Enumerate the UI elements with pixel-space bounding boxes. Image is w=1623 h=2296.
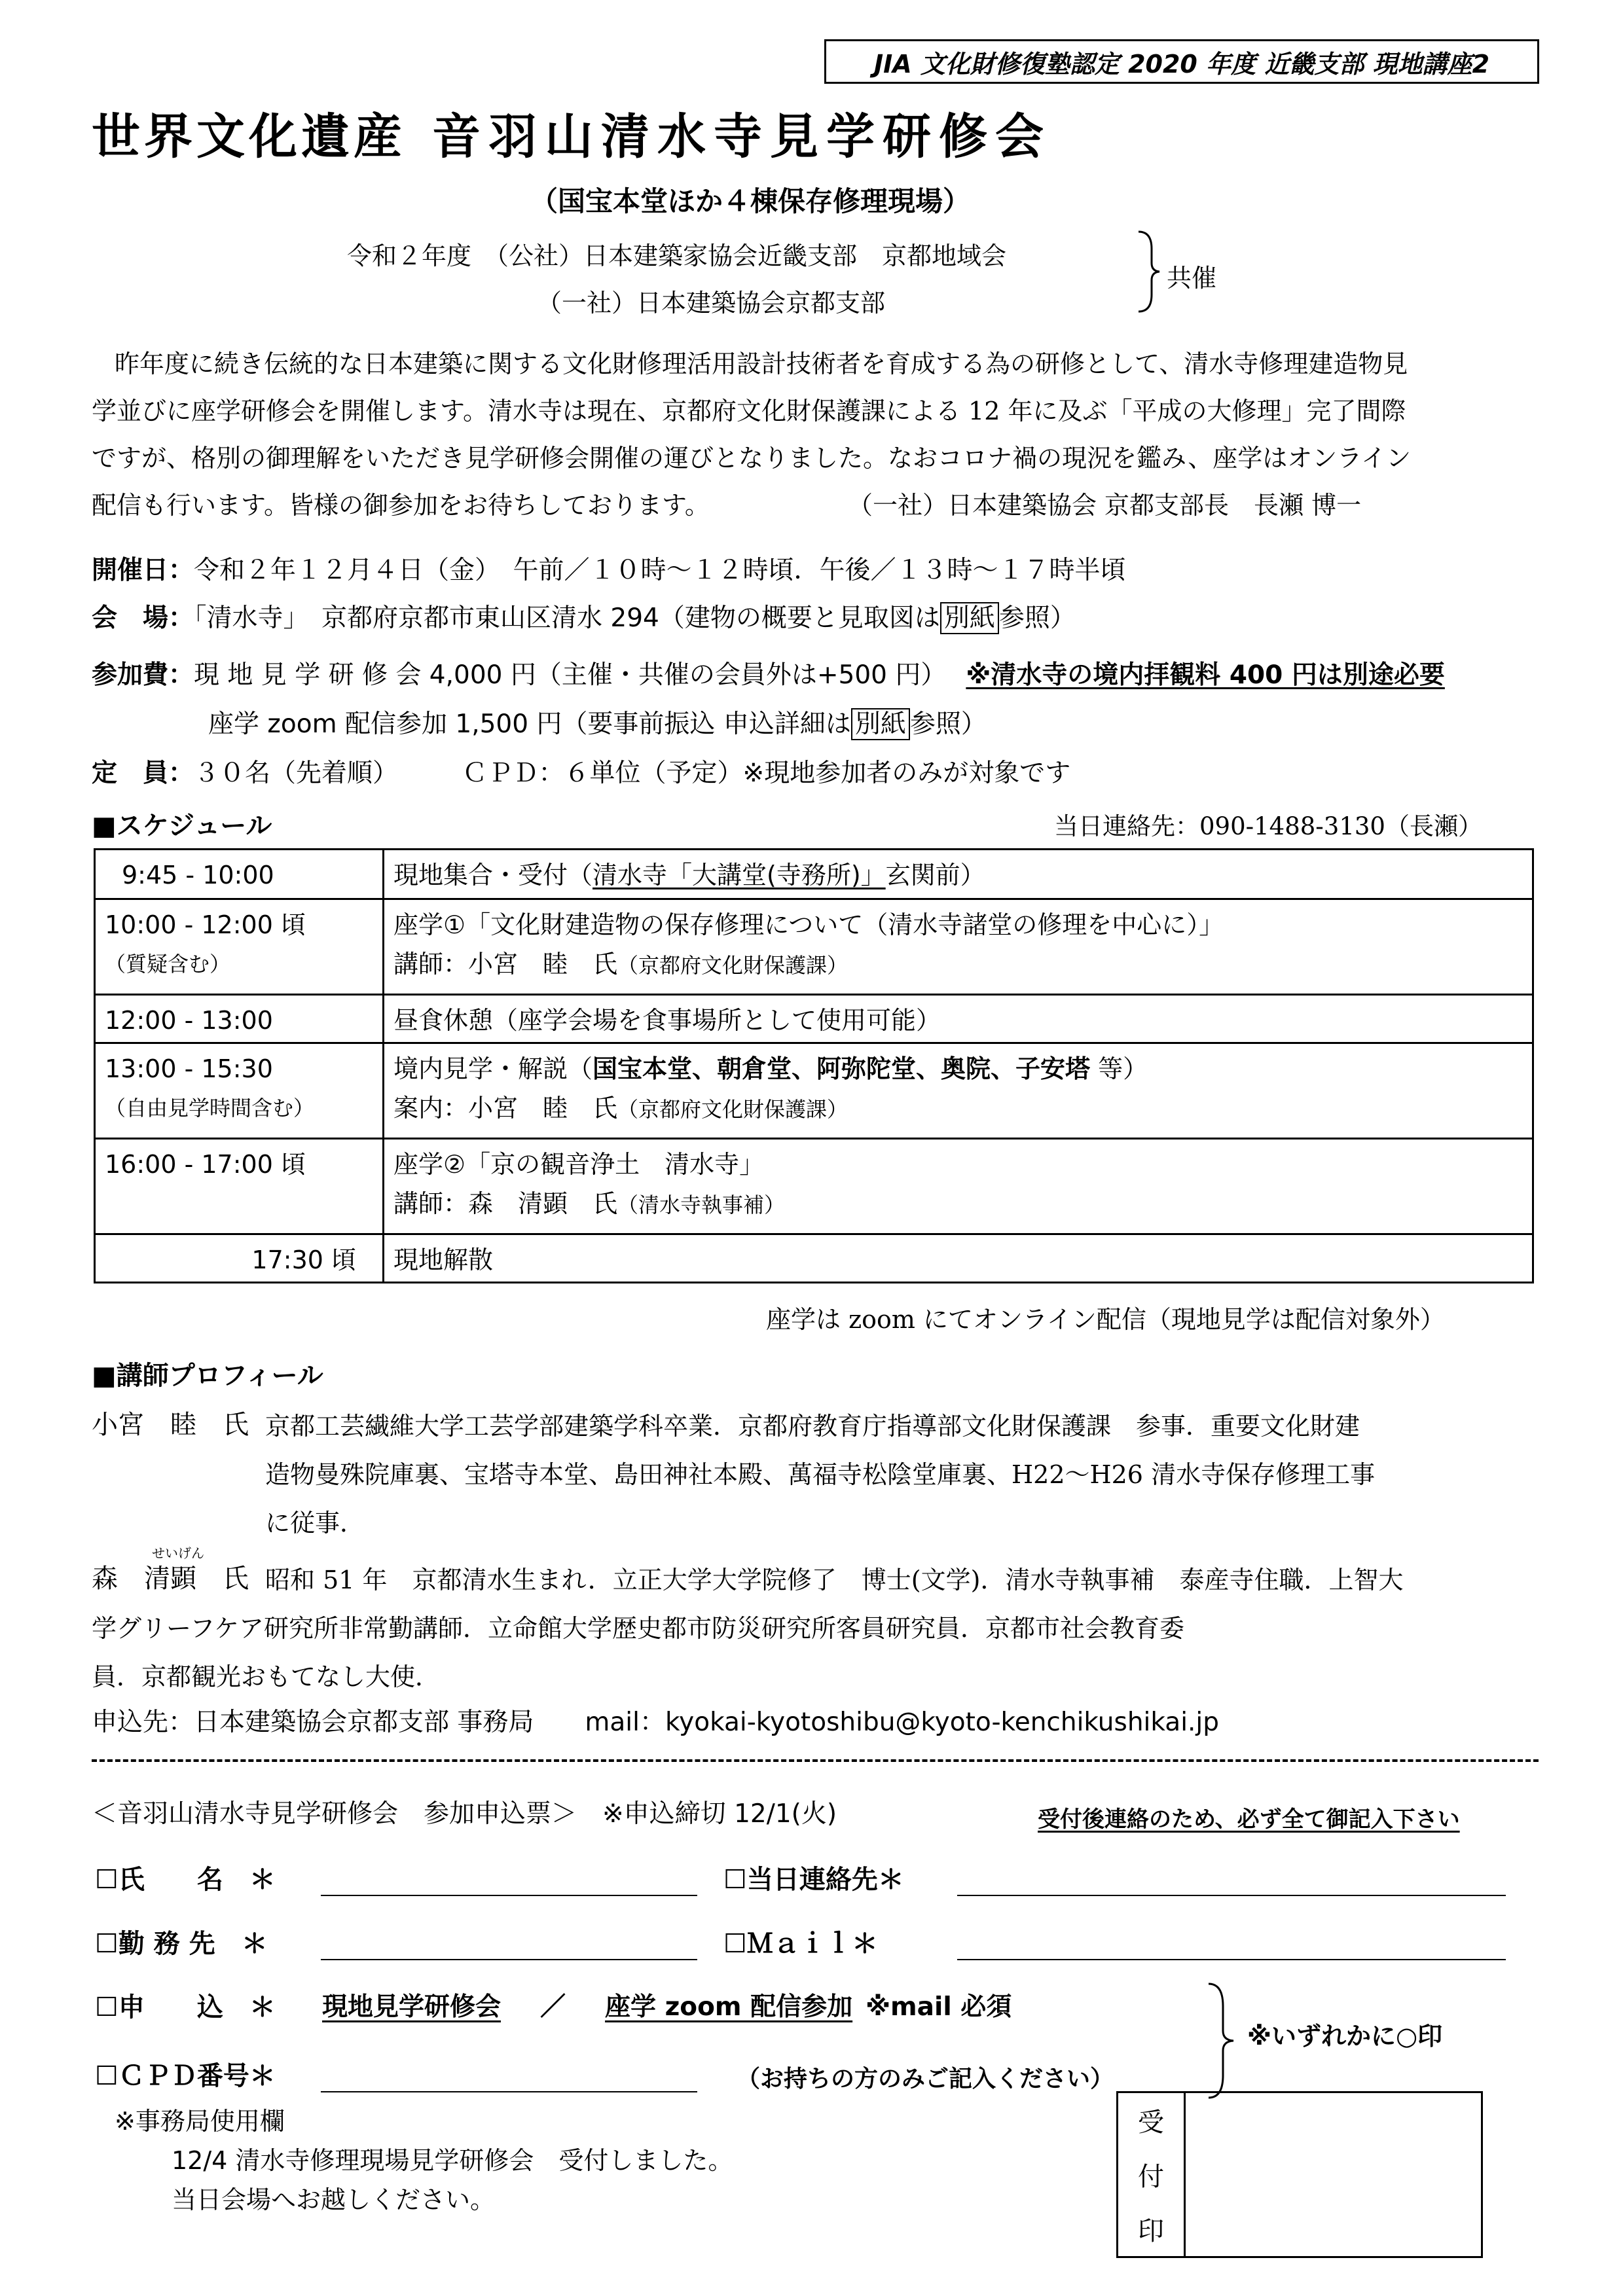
table-row — [95, 850, 1533, 899]
intro-text: 配信も行います。皆様の御参加をお待ちしております。 — [92, 491, 710, 520]
page-title — [92, 98, 1051, 168]
date-row — [92, 550, 1126, 586]
meeting-place: 清水寺「大講堂(寺務所)」 — [593, 861, 886, 889]
intro-line-1: 昨年度に続き伝統的な日本建築に関する文化財修理活用設計技術者を育成する為の研修として、清水寺修理建造物見 — [115, 350, 1408, 378]
mail-field[interactable] — [957, 1959, 1506, 1960]
desc-post: 等） — [1090, 1054, 1148, 1083]
komiya-bio-3: に従事． — [265, 1509, 365, 1537]
apply-options — [322, 1986, 1012, 2023]
desc-text — [393, 1049, 1523, 1088]
time-text: 16:00 - 17:00 頃 — [105, 1150, 306, 1179]
desc-cell — [384, 1139, 1533, 1234]
office-use-label: ※事務局使用欄 — [115, 2107, 285, 2136]
title-main: 音羽山清水寺見学研修会 — [432, 109, 1051, 165]
time-text: 13:00 - 15:30 — [105, 1054, 273, 1083]
desc-cell — [384, 899, 1533, 995]
time-text: 10:00 - 12:00 頃 — [105, 910, 306, 939]
lecturer-org: （京都府文化財保護課） — [617, 953, 848, 978]
venue-value-end: 参照） — [998, 603, 1076, 633]
brace-icon — [1136, 229, 1162, 314]
table-row — [95, 1139, 1533, 1234]
fee-row-2 — [208, 704, 987, 740]
table-row — [95, 1043, 1533, 1139]
time-cell — [95, 995, 384, 1043]
date-value: 令和２年１２月４日（金） 午前／１０時～１２時頃．午後／１３時～１７時半頃 — [194, 556, 1126, 585]
desc-pre: 現地集合・受付（ — [393, 861, 593, 889]
intro-line-4 — [92, 485, 1361, 521]
page-subtitle: （国宝本堂ほか４棟保存修理現場） — [530, 185, 971, 217]
reception-stamp-box — [1116, 2091, 1483, 2258]
time-text: 17:30 頃 — [251, 1246, 356, 1274]
time-cell — [95, 1234, 384, 1283]
day-contact: 当日連絡先：090-1488-3130（長瀬） — [1054, 812, 1482, 840]
desc-cell — [384, 995, 1533, 1043]
office-message-1: 12/4 清水寺修理現場見学研修会 受付しました。 — [172, 2146, 733, 2175]
cpd-note: （お持ちの方のみご記入ください） — [737, 2066, 1114, 2092]
name-label: ☐氏 名 ＊ — [95, 1865, 276, 1895]
guide-line — [393, 1088, 1523, 1129]
intro-line-2: 学並びに座学研修会を開催します。清水寺は現在、京都府文化財保護課による 12 年に及ぶ「平成の大修理」完了間際 — [92, 397, 1406, 425]
schedule-title: ■スケジュール — [92, 811, 272, 841]
option-zoom[interactable]: 座学 zoom 配信参加 — [605, 1992, 853, 2022]
komiya-bio-1: 京都工芸繊維大学工芸学部建築学科卒業．京都府教育庁指導部文化財保護課 参事．重要文化財建 — [265, 1412, 1360, 1441]
work-label: ☐勤 務 先 ＊ — [95, 1929, 268, 1959]
fee-attachment: 別紙 — [851, 708, 910, 740]
stamp-char-2: 付 — [1138, 2162, 1164, 2192]
venue-attachment: 別紙 — [940, 602, 999, 634]
work-field[interactable] — [321, 1959, 697, 1960]
mori-ruby: せいげん — [152, 1545, 204, 1561]
desc-text: 座学②「京の観音浄土 清水寺」 — [393, 1150, 765, 1179]
time-text: 9:45 - 10:00 — [122, 861, 274, 889]
desc-pre: 境内見学・解説（ — [393, 1054, 593, 1083]
time-cell — [95, 1139, 384, 1234]
table-row — [95, 1234, 1533, 1283]
form-note: 受付後連絡のため、必ず全て御記入下さい — [1038, 1806, 1460, 1833]
stamp-char-3: 印 — [1138, 2216, 1164, 2246]
guide-org: （京都府文化財保護課） — [617, 1097, 848, 1122]
intro-line-3: ですが、格別の御理解をいただき見学研修会開催の運びとなりました。なおコロナ禍の現況を鑑み、座学はオンライン — [92, 444, 1412, 473]
desc-cell — [384, 850, 1533, 899]
mori-bio-1: 昭和 51 年 京都清水生まれ．立正大学大学院修了 博士(文学)．清水寺執事補 泰産寺住職．上智大 — [265, 1566, 1404, 1594]
lecturer-org: （清水寺執事補） — [617, 1193, 786, 1217]
form-title: ＜音羽山清水寺見学研修会 参加申込票＞ ※申込締切 12/1(火) — [92, 1799, 837, 1829]
host-joint-label: 共催 — [1167, 264, 1217, 293]
fee-row-1 — [92, 655, 1445, 691]
time-cell — [95, 850, 384, 899]
contact-label: ☐当日連絡先＊ — [723, 1865, 904, 1895]
capacity-row — [92, 753, 1070, 789]
venue-row — [92, 598, 1076, 634]
capacity-label: 定 員： — [92, 759, 194, 788]
tour-buildings: 国宝本堂、朝倉堂、阿弥陀堂、奥院、子安塔 — [593, 1054, 1091, 1083]
venue-label: 会 場： — [92, 603, 194, 633]
time-cell — [95, 1043, 384, 1139]
lecturer-name: 講師：小宮 睦 氏 — [393, 950, 618, 978]
apply-label: ☐申 込 ＊ — [95, 1992, 276, 2022]
fee-label: 参加費： — [92, 660, 194, 690]
date-label: 開催日： — [92, 556, 194, 585]
time-cell — [95, 899, 384, 995]
host-line-1: 令和２年度 （公社）日本建築家協会近畿支部 京都地域会 — [347, 242, 1007, 270]
name-field[interactable] — [321, 1895, 697, 1896]
guide-name: 案内：小宮 睦 氏 — [393, 1094, 618, 1122]
certification-badge: JIA 文化財修復塾認定 2020 年度 近畿支部 現地講座2 — [824, 39, 1539, 84]
apply-to: 申込先：日本建築協会京都支部 事務局 mail：kyokai-kyotoshibu@kyoto-kenchikushikai.jp — [92, 1708, 1220, 1737]
fee-value-2-end: 参照） — [909, 709, 987, 739]
mori-bio-2: 学グリーフケア研究所非常勤講師．立命館大学歴史都市防災研究所客員研究員．京都市社会教育委 — [92, 1614, 1184, 1643]
fee-note: ※清水寺の境内拝観料 400 円は別途必要 — [966, 660, 1445, 690]
option-onsite[interactable]: 現地見学研修会 — [322, 1992, 501, 2022]
venue-value: 「清水寺」 京都府京都市東山区清水 294（建物の概要と見取図は — [194, 603, 940, 633]
choose-note: ※いずれかに○印 — [1247, 2022, 1443, 2051]
komiya-name: 小宮 睦 氏 — [92, 1410, 249, 1440]
fee-value-1: 現 地 見 学 研 修 会 4,000 円（主催・共催の会員外は+500 円） — [194, 660, 947, 690]
profile-title: ■講師プロフィール — [92, 1361, 323, 1391]
capacity-value: ３０名（先着順） ＣＰＤ：６単位（予定）※現地参加者のみが対象です — [194, 759, 1071, 788]
office-message-2: 当日会場へお越しください。 — [172, 2185, 496, 2214]
desc-text: 昼食休憩（座学会場を食事場所として使用可能） — [393, 1006, 941, 1035]
desc-cell — [384, 1043, 1533, 1139]
lecturer-line — [393, 1184, 1523, 1225]
cpd-label: ☐ＣＰＤ番号＊ — [95, 2061, 276, 2091]
option-separator: ／ — [540, 1992, 566, 2022]
table-row — [95, 995, 1533, 1043]
brace-icon — [1205, 1980, 1237, 2101]
schedule-table — [94, 848, 1534, 1283]
desc-post: 玄関前） — [885, 861, 985, 889]
stamp-label — [1118, 2093, 1186, 2256]
host-line-2: （一社）日本建築協会京都支部 — [537, 289, 886, 317]
desc-text: 座学①「文化財建造物の保存修理について（清水寺諸堂の修理を中心に）」 — [393, 910, 1224, 939]
desc-cell — [384, 1234, 1533, 1283]
mail-required-note: ※mail 必須 — [866, 1992, 1012, 2022]
mori-name: 森 清顕 氏 — [92, 1564, 249, 1594]
lecturer-line — [393, 944, 1523, 985]
komiya-bio-2: 造物曼殊院庫裏、宝塔寺本堂、島田神社本殿、萬福寺松陰堂庫裏、H22～H26 清水寺保存修理工事 — [265, 1460, 1376, 1489]
lecturer-name: 講師：森 清顕 氏 — [393, 1189, 618, 1218]
time-text: 12:00 - 13:00 — [105, 1006, 273, 1035]
mail-label: ☐Ｍａｉｌ＊ — [723, 1929, 878, 1959]
contact-field[interactable] — [957, 1895, 1506, 1896]
stamp-area — [1186, 2093, 1481, 2256]
desc-text: 現地解散 — [393, 1246, 494, 1274]
time-note: （質疑含む） — [105, 952, 231, 977]
fee-value-2: 座学 zoom 配信参加 1,500 円（要事前振込 申込詳細は — [208, 709, 851, 739]
table-row — [95, 899, 1533, 995]
stamp-char-1: 受 — [1138, 2108, 1164, 2138]
mori-bio-3: 員．京都観光おもてなし大使． — [92, 1662, 441, 1691]
desc-text — [393, 855, 1523, 895]
cpd-field[interactable] — [321, 2091, 697, 2092]
cut-line — [92, 1759, 1539, 1762]
title-prefix: 世界文化遺産 — [92, 109, 406, 165]
zoom-note: 座学は zoom にてオンライン配信（現地見学は配信対象外） — [766, 1305, 1445, 1334]
intro-signature: （一社）日本建築協会 京都支部長 長瀬 博一 — [860, 491, 1362, 520]
time-note: （自由見学時間含む） — [105, 1096, 315, 1121]
